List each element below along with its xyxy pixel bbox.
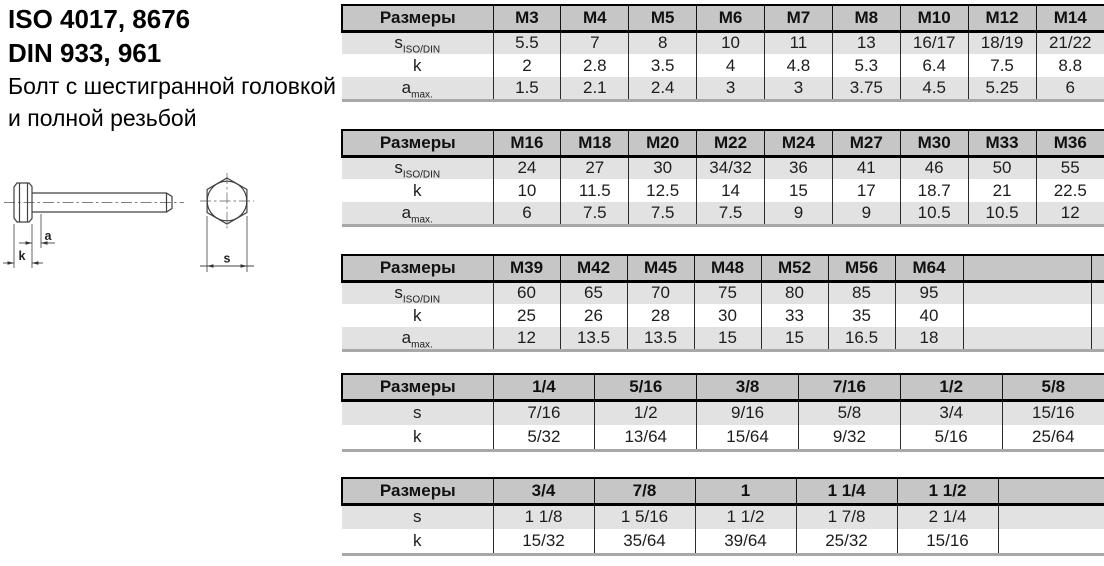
arrow-left-icon xyxy=(207,264,214,268)
dimension-value-cell: 16.5 xyxy=(828,327,895,350)
dimension-value-cell: 3 xyxy=(765,77,833,100)
dimension-value-cell: 18.7 xyxy=(900,179,968,202)
size-column-header: 5/16 xyxy=(595,374,697,400)
size-column-header: 1/2 xyxy=(900,374,1002,400)
size-column-header: M12 xyxy=(968,5,1036,31)
arrow-left-icon xyxy=(32,261,39,265)
dimension-value-cell: 10 xyxy=(697,31,765,54)
dimension-value-cell: 9/32 xyxy=(798,425,900,450)
dimension-value-cell xyxy=(998,529,1104,554)
dimension-value-cell: 30 xyxy=(694,304,761,327)
arrow-right-icon xyxy=(241,264,248,268)
row-label-k xyxy=(342,54,493,77)
dimension-value-cell: 28 xyxy=(627,304,694,327)
dimension-value-cell: 1 5/16 xyxy=(594,504,695,529)
size-column-header: M18 xyxy=(561,130,629,156)
dimension-value-cell: 4.5 xyxy=(900,77,968,100)
dimension-value-cell: 16/17 xyxy=(900,31,968,54)
size-column-header: M56 xyxy=(828,255,895,281)
size-column-header xyxy=(963,255,1091,281)
dimension-value-cell: 5.25 xyxy=(968,77,1036,100)
table-row xyxy=(342,425,1104,450)
dimension-value-cell: 33 xyxy=(761,304,828,327)
row-label-subscript: ISO/DIN xyxy=(402,169,441,181)
dimension-value-cell: 3.75 xyxy=(832,77,900,100)
dimension-value-cell: 80 xyxy=(761,281,828,304)
dimension-value-cell: 15 xyxy=(761,327,828,350)
size-column-header: M45 xyxy=(627,255,694,281)
dimension-value-cell: 1 1/8 xyxy=(493,504,594,529)
row-label-base: k xyxy=(413,530,422,550)
size-column-header: M52 xyxy=(761,255,828,281)
size-column-header: M22 xyxy=(697,130,765,156)
table-row xyxy=(342,304,1104,327)
dimension-value-cell: 15/16 xyxy=(1002,400,1104,425)
dimension-value-cell: 1/2 xyxy=(595,400,697,425)
dimension-value-cell: 6 xyxy=(1036,77,1104,100)
table-row xyxy=(342,529,1104,554)
table-metric-m3-m14 xyxy=(341,4,1104,102)
size-column-header: 1 1/2 xyxy=(897,478,998,504)
row-label-subscript: max. xyxy=(411,339,433,351)
standard-iso-line: ISO 4017, 8676 xyxy=(8,4,191,34)
dimension-value-cell: 11 xyxy=(765,31,833,54)
row-label-subscript: max. xyxy=(411,89,433,101)
dimension-value-cell: 41 xyxy=(832,156,900,179)
dimension-value-cell: 14 xyxy=(697,179,765,202)
row-label-subscript: ISO/DIN xyxy=(402,294,441,306)
dimension-value-cell xyxy=(998,504,1104,529)
dimension-value-cell: 3/4 xyxy=(900,400,1002,425)
dimension-value-cell: 26 xyxy=(560,304,627,327)
dimension-value-cell: 7.5 xyxy=(629,202,697,225)
dimension-value-cell: 1 1/2 xyxy=(695,504,796,529)
dimension-value-cell xyxy=(963,281,1091,304)
size-column-header: M24 xyxy=(765,130,833,156)
table-row xyxy=(342,31,1104,54)
size-column-header: M27 xyxy=(832,130,900,156)
size-column-header: M8 xyxy=(832,5,900,31)
table-row xyxy=(342,202,1104,225)
dimension-value-cell: 15 xyxy=(694,327,761,350)
dimension-value-cell: 2 xyxy=(493,54,561,77)
bolt-technical-drawing xyxy=(0,160,300,290)
dimension-value-cell: 25 xyxy=(493,304,560,327)
arrow-right-icon xyxy=(8,261,15,265)
size-column-header: 7/16 xyxy=(798,374,900,400)
dimension-value-cell: 9 xyxy=(765,202,833,225)
dimension-value-cell: 22.5 xyxy=(1036,179,1104,202)
size-column-header: M3 xyxy=(493,5,561,31)
dimension-value-cell: 2.8 xyxy=(561,54,629,77)
row-label-base: k xyxy=(413,55,422,75)
table-inch-quarter-to-fiveeighths xyxy=(341,373,1104,452)
dimension-label-k: k xyxy=(18,249,26,263)
dimension-value-cell: 55 xyxy=(1036,156,1104,179)
row-label-base: k xyxy=(413,426,422,446)
row-label-k xyxy=(342,304,493,327)
dimension-value-cell: 6 xyxy=(493,202,561,225)
size-column-header: 3/8 xyxy=(697,374,799,400)
size-column-header: M36 xyxy=(1036,130,1104,156)
dimension-value-cell: 4 xyxy=(697,54,765,77)
dimension-value-cell: 35/64 xyxy=(594,529,695,554)
dimension-value-cell xyxy=(963,304,1091,327)
table-row xyxy=(342,156,1104,179)
size-column-header: 7/8 xyxy=(594,478,695,504)
dimension-value-cell: 1 7/8 xyxy=(796,504,897,529)
dimension-value-cell: 5.3 xyxy=(832,54,900,77)
dimension-value-cell: 7/16 xyxy=(493,400,595,425)
sizes-header-label: Размеры xyxy=(342,130,493,156)
dimension-value-cell: 9/16 xyxy=(697,400,799,425)
dimension-value-cell: 7.5 xyxy=(697,202,765,225)
dimension-value-cell: 3.5 xyxy=(629,54,697,77)
dimension-label-s: s xyxy=(223,251,231,266)
size-column-header: M42 xyxy=(560,255,627,281)
size-column-header: M6 xyxy=(697,5,765,31)
sizes-header-label: Размеры xyxy=(342,5,493,31)
row-label-base: a xyxy=(401,327,412,347)
dimension-value-cell: 13/64 xyxy=(595,425,697,450)
dimension-k xyxy=(3,224,43,268)
dimension-value-cell: 7 xyxy=(561,31,629,54)
dimension-value-cell: 10.5 xyxy=(900,202,968,225)
dimension-value-cell: 11.5 xyxy=(561,179,629,202)
size-column-header: M33 xyxy=(968,130,1036,156)
row-label-base: k xyxy=(413,305,422,325)
row-label-base: a xyxy=(401,77,412,97)
table-metric-m16-m36 xyxy=(341,129,1104,227)
row-label-s xyxy=(342,31,493,54)
dimension-value-cell: 21/22 xyxy=(1036,31,1104,54)
dimension-value-cell: 70 xyxy=(627,281,694,304)
table-metric-m39-m64 xyxy=(341,254,1104,352)
table-inch-threequarters-to-oneandhalf xyxy=(341,477,1104,556)
product-description-line2: и полной резьбой xyxy=(8,105,197,131)
size-column-header xyxy=(998,478,1104,504)
dimension-value-cell: 40 xyxy=(895,304,963,327)
size-column-header: M39 xyxy=(493,255,560,281)
title-block xyxy=(8,2,338,134)
tables-pane xyxy=(341,0,1104,566)
size-column-header: M20 xyxy=(629,130,697,156)
dimension-value-cell: 95 xyxy=(895,281,963,304)
dimension-value-cell: 17 xyxy=(832,179,900,202)
standard-din-line: DIN 933, 961 xyxy=(8,38,162,68)
dimension-value-cell: 27 xyxy=(561,156,629,179)
dimension-value-cell: 75 xyxy=(694,281,761,304)
dimension-value-cell: 25/32 xyxy=(796,529,897,554)
dimension-value-cell xyxy=(963,327,1091,350)
dimension-value-cell: 15/32 xyxy=(493,529,594,554)
size-column-header: 1 xyxy=(695,478,796,504)
dimension-value-cell: 10.5 xyxy=(968,202,1036,225)
row-label-subscript: max. xyxy=(411,214,433,226)
row-label-base: s xyxy=(413,403,422,423)
dimension-value-cell: 5/16 xyxy=(900,425,1002,450)
dimension-value-cell: 4.8 xyxy=(765,54,833,77)
sizes-header-label: Размеры xyxy=(342,374,493,400)
size-column-header: M64 xyxy=(895,255,963,281)
dimension-value-cell: 24 xyxy=(493,156,561,179)
row-label-subscript: ISO/DIN xyxy=(402,44,441,56)
dimension-value-cell: 30 xyxy=(629,156,697,179)
dimension-value-cell: 60 xyxy=(493,281,560,304)
dimension-value-cell: 15 xyxy=(765,179,833,202)
dimension-value-cell: 34/32 xyxy=(697,156,765,179)
dimension-value-cell: 65 xyxy=(560,281,627,304)
dimension-value-cell: 1.5 xyxy=(493,77,561,100)
dimension-value-cell: 5.5 xyxy=(493,31,561,54)
row-label-base: a xyxy=(401,202,412,222)
row-label-a xyxy=(342,77,493,100)
dimension-value-cell: 7.5 xyxy=(561,202,629,225)
dimension-value-cell: 13.5 xyxy=(627,327,694,350)
row-label-k xyxy=(342,179,493,202)
dimension-value-cell: 50 xyxy=(968,156,1036,179)
dimension-value-cell: 13 xyxy=(832,31,900,54)
row-label-k xyxy=(342,425,493,450)
dimension-value-cell: 15/16 xyxy=(897,529,998,554)
size-column-header: M48 xyxy=(694,255,761,281)
size-column-header: 1 1/4 xyxy=(796,478,897,504)
dimension-value-cell: 5/32 xyxy=(493,425,595,450)
dimension-value-cell: 85 xyxy=(828,281,895,304)
dimension-value-cell: 10 xyxy=(493,179,561,202)
table-row xyxy=(342,179,1104,202)
dimension-value-cell: 15/64 xyxy=(697,425,799,450)
table-row xyxy=(342,400,1104,425)
size-column-header: M10 xyxy=(900,5,968,31)
dimension-value-cell: 35 xyxy=(828,304,895,327)
dimension-value-cell: 18/19 xyxy=(968,31,1036,54)
row-label-base: s xyxy=(394,33,403,53)
dimension-value-cell: 18 xyxy=(895,327,963,350)
row-label-base: s xyxy=(394,158,403,178)
dimension-value-cell: 21 xyxy=(968,179,1036,202)
dimension-value-cell: 2 1/4 xyxy=(897,504,998,529)
dimension-value-cell: 39/64 xyxy=(695,529,796,554)
size-column-header: 3/4 xyxy=(493,478,594,504)
dimension-value-cell xyxy=(1091,304,1104,327)
dimension-value-cell: 7.5 xyxy=(968,54,1036,77)
dimension-value-cell: 8 xyxy=(629,31,697,54)
dimension-value-cell: 12 xyxy=(1036,202,1104,225)
size-column-header: M16 xyxy=(493,130,561,156)
dimension-label-a: a xyxy=(44,229,52,243)
size-column-header: M14 xyxy=(1036,5,1104,31)
product-description-line1: Болт с шестигранной головкой xyxy=(8,73,336,99)
table-row xyxy=(342,54,1104,77)
row-label-base: k xyxy=(413,180,422,200)
table-row xyxy=(342,281,1104,304)
row-label-s xyxy=(342,156,493,179)
bolt-side-view xyxy=(4,183,184,222)
dimension-value-cell: 12 xyxy=(493,327,560,350)
dimension-value-cell xyxy=(1091,327,1104,350)
dimension-value-cell: 25/64 xyxy=(1002,425,1104,450)
dimension-value-cell: 3 xyxy=(697,77,765,100)
row-label-a xyxy=(342,202,493,225)
row-label-s xyxy=(342,400,493,425)
size-column-header: 1/4 xyxy=(493,374,595,400)
dimension-value-cell: 46 xyxy=(900,156,968,179)
row-label-s xyxy=(342,504,493,529)
dimension-value-cell: 12.5 xyxy=(629,179,697,202)
row-label-k xyxy=(342,529,493,554)
row-label-s xyxy=(342,281,493,304)
sizes-header-label: Размеры xyxy=(342,478,493,504)
dimension-value-cell: 2.1 xyxy=(561,77,629,100)
dimension-a xyxy=(19,214,55,248)
hex-head-front-view xyxy=(200,173,254,229)
row-label-base: s xyxy=(394,283,403,303)
dimension-value-cell: 9 xyxy=(832,202,900,225)
size-column-header xyxy=(1091,255,1104,281)
table-row xyxy=(342,504,1104,529)
size-column-header: 5/8 xyxy=(1002,374,1104,400)
dimension-value-cell: 5/8 xyxy=(798,400,900,425)
table-row xyxy=(342,77,1104,100)
dimension-value-cell: 2.4 xyxy=(629,77,697,100)
dimension-value-cell: 8.8 xyxy=(1036,54,1104,77)
size-column-header: M30 xyxy=(900,130,968,156)
row-label-base: s xyxy=(413,507,422,527)
dimension-value-cell: 13.5 xyxy=(560,327,627,350)
dimension-value-cell: 6.4 xyxy=(900,54,968,77)
row-label-a xyxy=(342,327,493,350)
dimension-value-cell xyxy=(1091,281,1104,304)
size-column-header: M5 xyxy=(629,5,697,31)
size-column-header: M7 xyxy=(765,5,833,31)
dimension-value-cell: 36 xyxy=(765,156,833,179)
arrow-right-icon xyxy=(26,241,33,245)
table-row xyxy=(342,327,1104,350)
size-column-header: M4 xyxy=(561,5,629,31)
sizes-header-label: Размеры xyxy=(342,255,493,281)
